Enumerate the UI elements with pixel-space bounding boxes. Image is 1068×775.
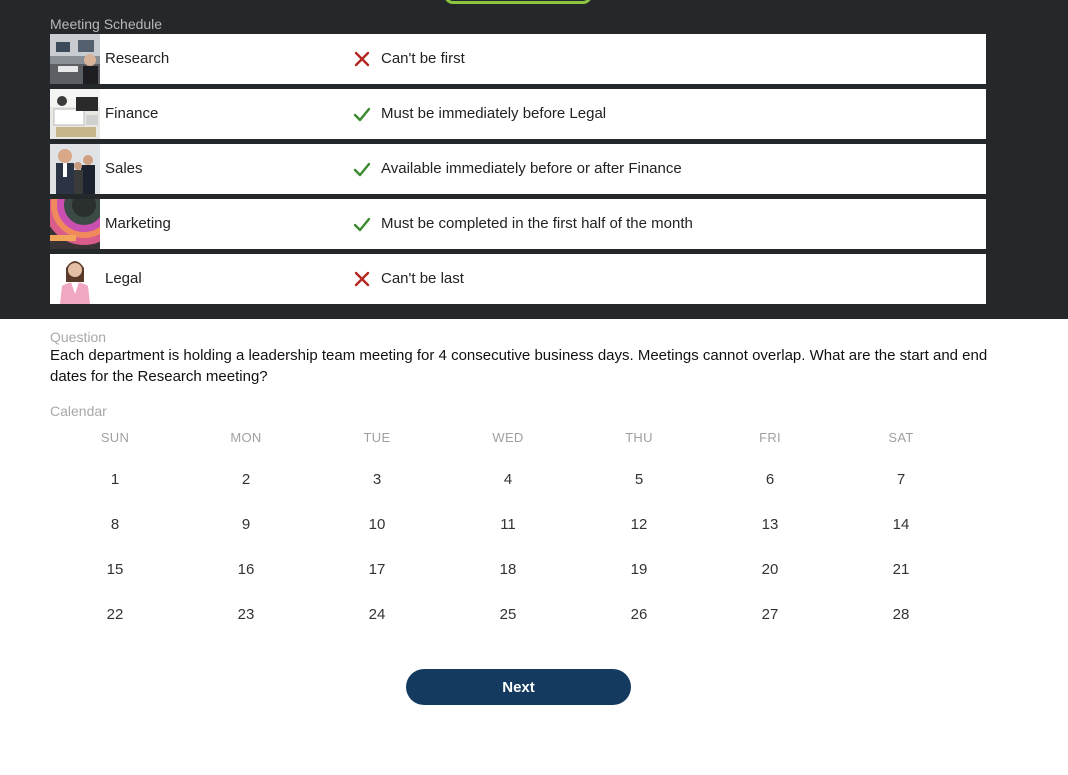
finance-photo-icon [50,89,100,139]
schedule-row-research [50,34,986,84]
calendar-dow-fri: FRI [759,430,781,445]
calendar-day[interactable]: 26 [630,606,648,623]
calendar-day[interactable]: 1 [110,471,120,488]
question-text: Each department is holding a leadership team meeting for 4 consecutive business days. Meetings cannot overlap. What are the start and end dates for the Research meeting? [50,347,988,385]
check-icon [353,160,371,178]
calendar-day[interactable]: 6 [765,471,775,488]
calendar-day[interactable]: 22 [106,606,124,623]
cross-icon [353,50,371,68]
calendar-day[interactable]: 12 [630,516,648,533]
next-button[interactable]: Next [406,669,631,705]
calendar-day[interactable]: 15 [106,561,124,578]
research-photo-icon [50,34,100,84]
calendar-day[interactable]: 17 [368,561,386,578]
schedule-row-marketing [50,199,986,249]
calendar-day[interactable]: 5 [634,471,644,488]
calendar-day[interactable]: 10 [368,516,386,533]
calendar-day[interactable]: 27 [761,606,779,623]
dept-name-legal: Legal [105,270,142,287]
top-progress-pill [444,0,592,4]
dept-name-sales: Sales [105,160,143,177]
calendar-dow-sat: SAT [888,430,914,445]
cross-icon [353,270,371,288]
calendar-day[interactable]: 11 [500,516,516,533]
dept-name-finance: Finance [105,105,159,122]
dept-name-research: Research [105,50,170,67]
calendar-day[interactable]: 23 [237,606,255,623]
marketing-photo-icon [50,199,100,249]
constraint-legal: Can't be last [381,270,464,287]
dept-name-marketing: Marketing [105,215,171,232]
constraint-research: Can't be first [381,50,465,67]
constraint-sales: Available immediately before or after Finance [381,160,682,177]
question-label: Question [50,329,107,345]
calendar-dow-mon: MON [230,430,262,445]
schedule-row-finance [50,89,986,139]
legal-photo-icon [50,254,100,304]
check-icon [353,105,371,123]
calendar-day[interactable]: 19 [630,561,648,578]
calendar-day[interactable]: 7 [896,471,906,488]
calendar-day[interactable]: 16 [237,561,255,578]
calendar-day[interactable]: 18 [499,561,517,578]
calendar-day[interactable]: 28 [892,606,910,623]
constraint-finance: Must be immediately before Legal [381,105,607,122]
check-icon [353,215,371,233]
sales-photo-icon [50,144,100,194]
calendar-dow-thu: THU [625,430,653,445]
calendar-day[interactable]: 21 [892,561,910,578]
calendar-day[interactable]: 9 [241,516,251,533]
calendar-day[interactable]: 8 [110,516,120,533]
calendar-dow-tue: TUE [363,430,391,445]
calendar-day[interactable]: 25 [499,606,517,623]
calendar-label: Calendar [50,403,107,419]
calendar-day[interactable]: 4 [503,471,513,488]
calendar-day[interactable]: 2 [241,471,251,488]
calendar-day[interactable]: 14 [892,516,910,533]
constraint-marketing: Must be completed in the first half of the month [381,215,693,232]
calendar-day[interactable]: 3 [372,471,382,488]
calendar-day[interactable]: 20 [761,561,779,578]
schedule-row-sales [50,144,986,194]
meeting-schedule-label: Meeting Schedule [50,16,163,32]
calendar-day[interactable]: 13 [761,516,779,533]
calendar-day[interactable]: 24 [368,606,386,623]
calendar-dow-sun: SUN [100,430,130,445]
schedule-row-legal [50,254,986,304]
calendar-dow-wed: WED [492,430,524,445]
